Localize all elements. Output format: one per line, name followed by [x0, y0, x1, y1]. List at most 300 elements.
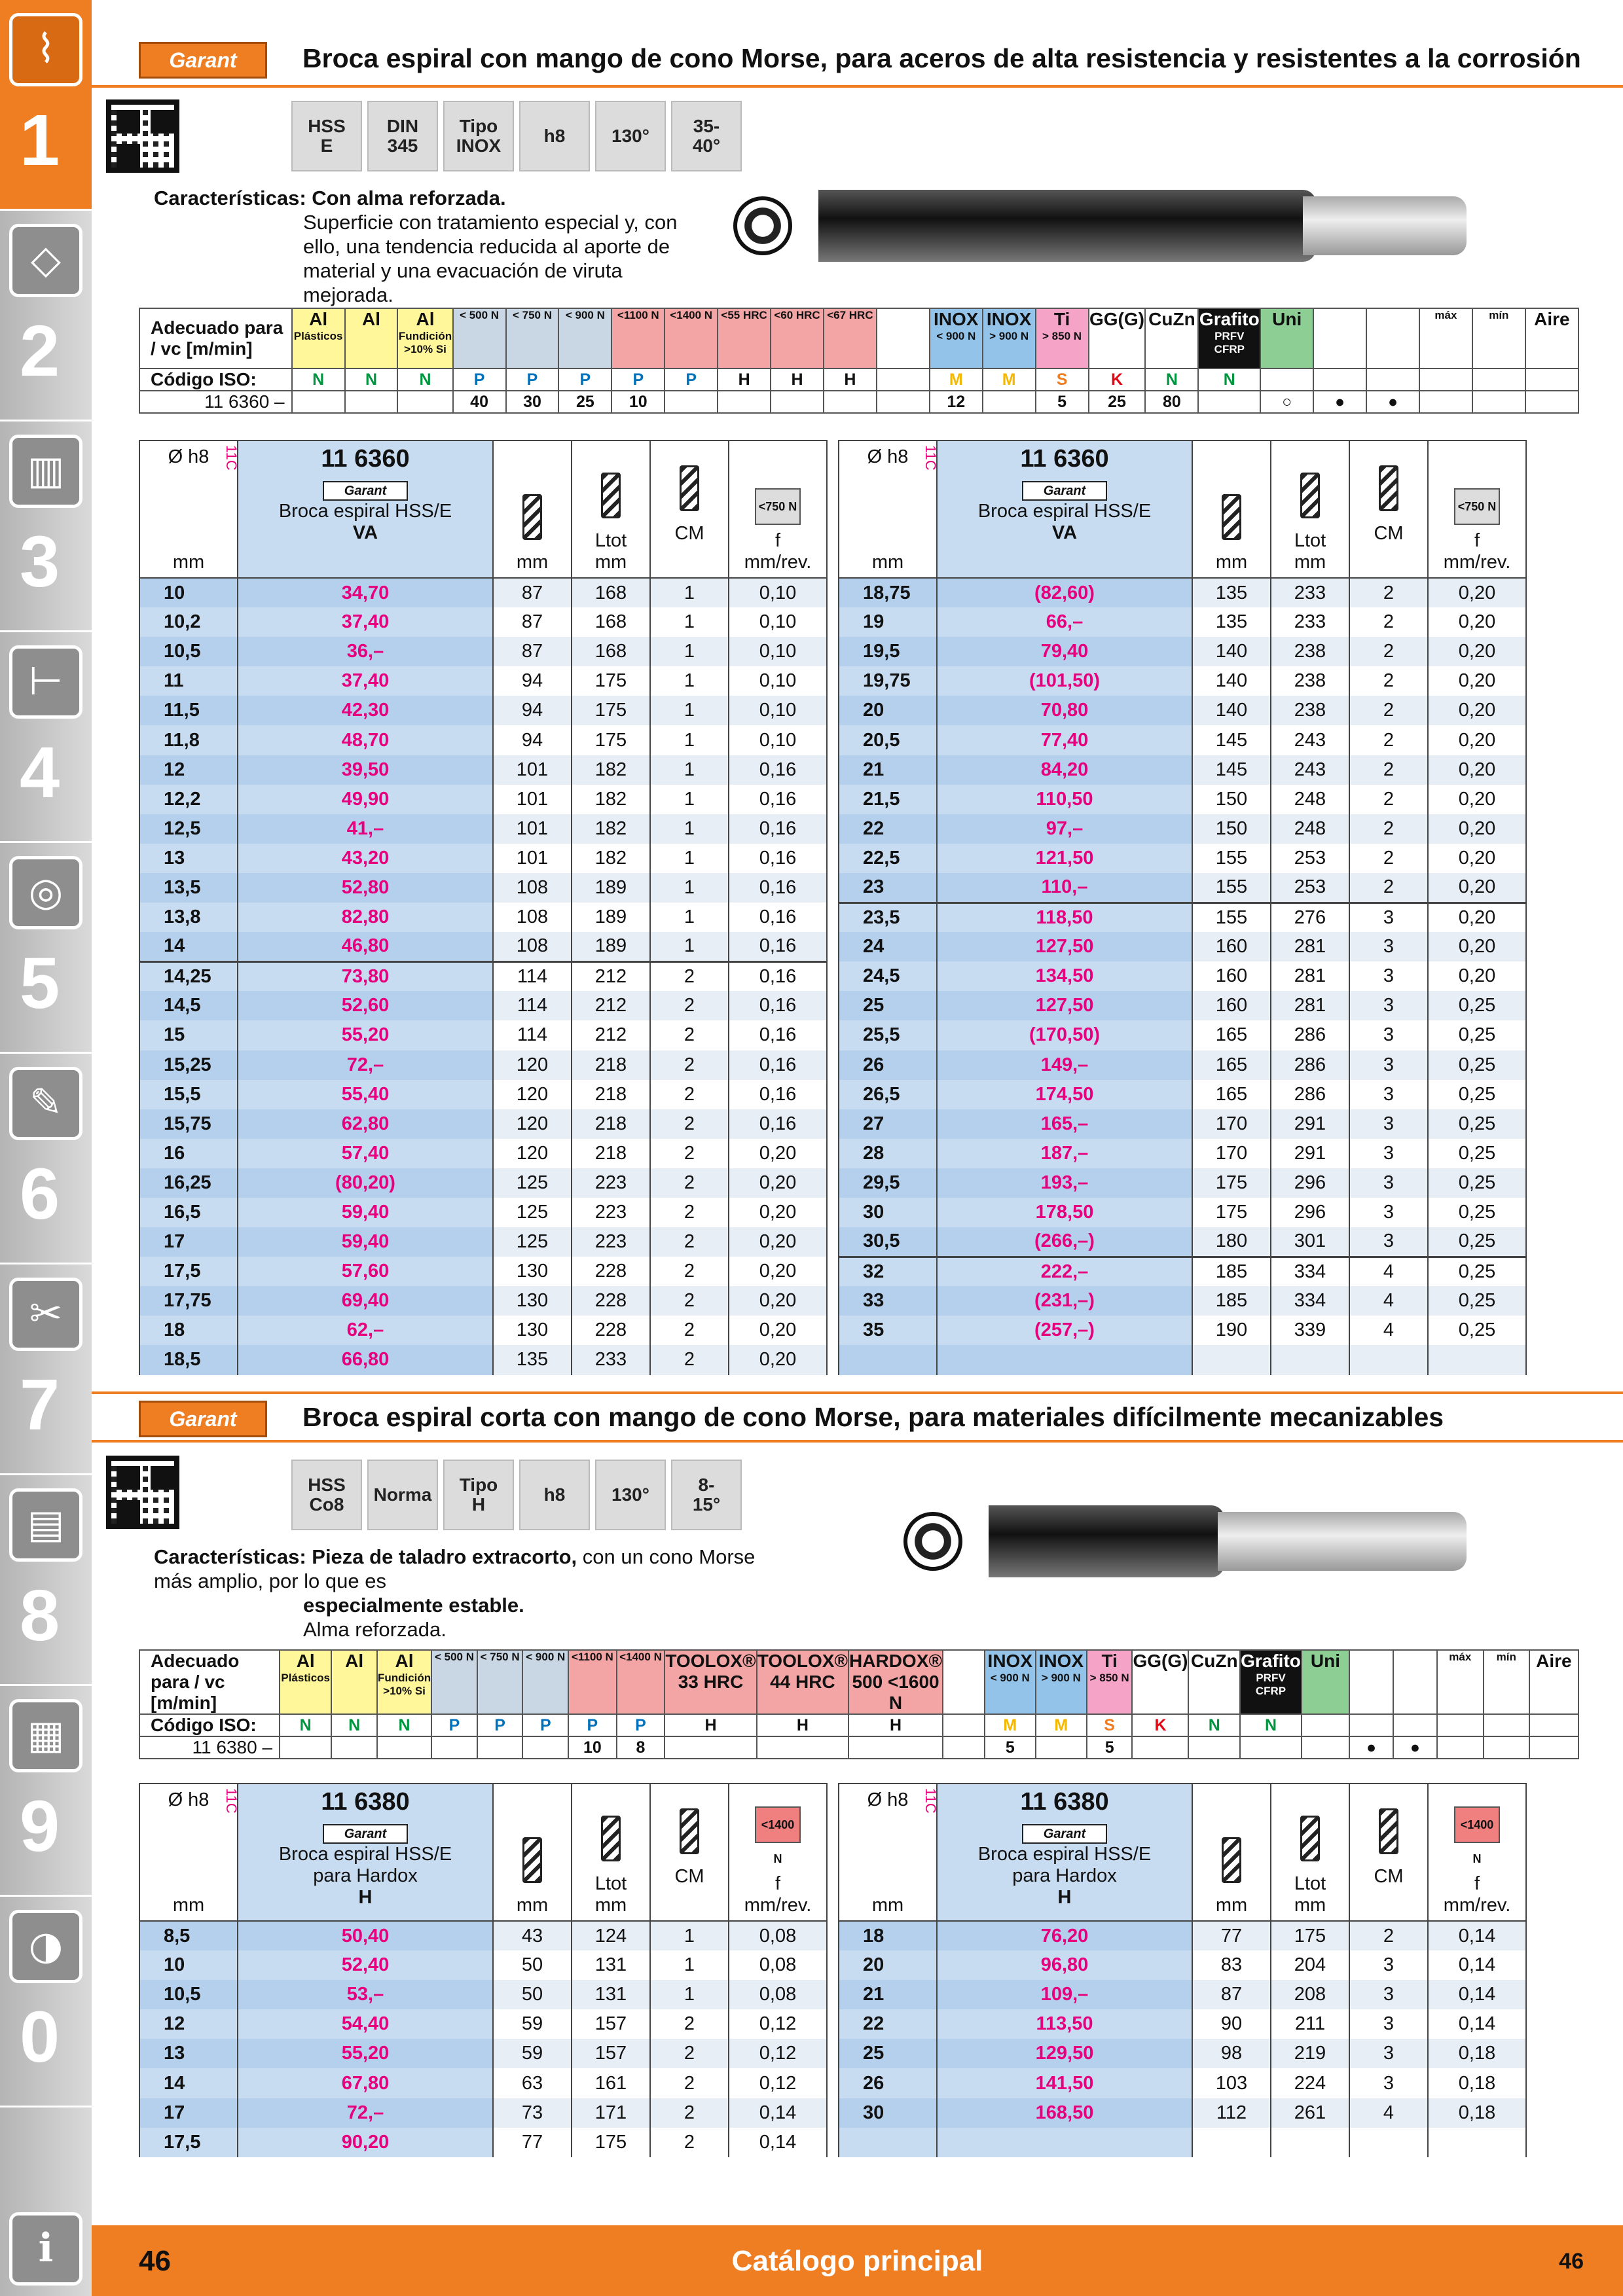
- diameter: 18,75: [839, 578, 937, 607]
- code-tag: 11C: [223, 445, 240, 471]
- diameter: [839, 2128, 937, 2157]
- table-row[interactable]: [839, 637, 1526, 666]
- table-row[interactable]: [839, 725, 1526, 755]
- morse-taper: 3: [1349, 1980, 1428, 2009]
- feed: [1428, 2128, 1526, 2157]
- feed: 0,25: [1428, 1050, 1526, 1080]
- diameter: 17,5: [139, 2128, 238, 2157]
- table-row[interactable]: [139, 578, 827, 607]
- price: 121,50: [937, 844, 1192, 873]
- table-row[interactable]: [139, 2039, 827, 2068]
- flute-length: 87: [493, 607, 572, 637]
- diameter: 11: [139, 666, 238, 696]
- morse-taper: 1: [650, 932, 729, 961]
- material-header: [1240, 1650, 1302, 1714]
- table-row[interactable]: [139, 785, 827, 814]
- material-header: [757, 1650, 848, 1714]
- diameter: 10: [139, 578, 238, 607]
- price: 90,20: [238, 2128, 493, 2157]
- material-name: Al: [345, 1651, 364, 1671]
- table-row[interactable]: [839, 696, 1526, 725]
- col-total-length: [1271, 1784, 1349, 1921]
- product-desc: para Hardox: [1012, 1865, 1117, 1886]
- tab-number: 9: [20, 1786, 60, 1867]
- diameter: 22: [839, 2009, 937, 2039]
- iso-code: S: [1036, 368, 1089, 391]
- feed: 0,20: [729, 1286, 827, 1316]
- price: 96,80: [937, 1950, 1192, 1980]
- table-row[interactable]: [139, 725, 827, 755]
- cutting-speed: [1525, 391, 1578, 413]
- feed: 0,25: [1428, 1080, 1526, 1109]
- flute-length: 98: [1192, 2039, 1271, 2068]
- price: 55,20: [238, 1020, 493, 1050]
- feed: 0,14: [1428, 1950, 1526, 1980]
- diameter: 10: [139, 1950, 238, 1980]
- material-header: [665, 308, 718, 368]
- price: 134,50: [937, 961, 1192, 991]
- morse-taper: 1: [650, 725, 729, 755]
- spec-badge: DIN 345: [367, 101, 438, 171]
- price: 141,50: [937, 2068, 1192, 2098]
- spec-badge: 130°: [595, 1460, 666, 1530]
- total-length: 124: [572, 1921, 650, 1950]
- price: 54,40: [238, 2009, 493, 2039]
- table-row[interactable]: [839, 2009, 1526, 2039]
- flute-length: 165: [1192, 1080, 1271, 1109]
- feed: 0,16: [729, 1109, 827, 1139]
- table-row[interactable]: [139, 991, 827, 1020]
- total-length: 339: [1271, 1316, 1349, 1345]
- total-length: 281: [1271, 961, 1349, 991]
- morse-taper: 1: [650, 637, 729, 666]
- spec-badge: HSS Co8: [291, 1460, 362, 1530]
- material-name: Al: [296, 1651, 315, 1671]
- tab-section-7[interactable]: [0, 1265, 92, 1475]
- tab-number: 8: [20, 1575, 60, 1656]
- flute-length: 87: [1192, 1980, 1271, 2009]
- safety-glasses-icon: ◑: [9, 1910, 82, 1983]
- table-row[interactable]: [839, 1980, 1526, 2009]
- features-text: [154, 186, 782, 307]
- feed-unit: mm/rev.: [744, 1895, 812, 1916]
- material-sub: máx: [1434, 309, 1457, 321]
- morse-taper: 3: [1349, 1020, 1428, 1050]
- iso-code: [1366, 368, 1419, 391]
- material-name: GG(G): [1133, 1651, 1188, 1671]
- feed: 0,16: [729, 785, 827, 814]
- product-desc: Broca espiral HSS/E: [977, 1844, 1152, 1865]
- table-row[interactable]: [139, 814, 827, 844]
- table-row[interactable]: [839, 844, 1526, 873]
- material-header: [1132, 1650, 1188, 1714]
- morse-taper: 2: [650, 991, 729, 1020]
- cross-section-icon: [733, 196, 792, 255]
- morse-taper-image: [1218, 1512, 1467, 1571]
- info-icon: ℹ: [9, 2212, 82, 2286]
- cutting-speed: [377, 1736, 431, 1759]
- col-flute-length: [1192, 440, 1271, 578]
- table-row[interactable]: [139, 1050, 827, 1080]
- table-row[interactable]: [839, 2128, 1526, 2157]
- flute-length: 170: [1192, 1109, 1271, 1139]
- price: 46,80: [238, 932, 493, 961]
- feed: 0,20: [729, 1345, 827, 1374]
- morse-taper: 1: [650, 814, 729, 844]
- table-row[interactable]: [139, 1257, 827, 1286]
- material-sub: < 900 N: [936, 330, 976, 342]
- material-name: CuZn: [1148, 309, 1195, 329]
- qr-code-icon[interactable]: [106, 1456, 179, 1529]
- morse-taper: 1: [650, 1980, 729, 2009]
- spec-badge: 8- 15°: [671, 1460, 742, 1530]
- table-row[interactable]: [139, 1020, 827, 1050]
- feed: 0,16: [729, 991, 827, 1020]
- iso-code: M: [1036, 1714, 1087, 1736]
- tab-section-4[interactable]: [0, 632, 92, 843]
- table-row[interactable]: [839, 2068, 1526, 2098]
- tab-section-8[interactable]: [0, 1475, 92, 1686]
- flute-length: 120: [493, 1139, 572, 1168]
- diameter: 26: [839, 1050, 937, 1080]
- morse-taper: 1: [650, 873, 729, 903]
- tab-section-i[interactable]: [0, 2108, 92, 2296]
- footer: [92, 2225, 1623, 2296]
- flute-length: 170: [1192, 1139, 1271, 1168]
- table-row[interactable]: [839, 1345, 1526, 1374]
- col-total-length: [572, 1784, 650, 1921]
- iso-code: N: [1240, 1714, 1302, 1736]
- price: 178,50: [937, 1198, 1192, 1227]
- table-row[interactable]: [839, 932, 1526, 961]
- product-table: [139, 440, 828, 1375]
- product-table: [139, 1783, 828, 2157]
- table-row[interactable]: [839, 2039, 1526, 2068]
- iso-code: N: [280, 1714, 331, 1736]
- cutting-speed: [983, 391, 1036, 413]
- material-header: [824, 308, 877, 368]
- table-row[interactable]: [839, 1050, 1526, 1080]
- table-row[interactable]: [139, 1198, 827, 1227]
- table-row[interactable]: [839, 1257, 1526, 1286]
- drill-image: [989, 1505, 1224, 1577]
- tab-section-1[interactable]: [0, 0, 92, 211]
- product-desc: Broca espiral HSS/E: [977, 501, 1152, 522]
- table-row[interactable]: [839, 1950, 1526, 1980]
- table-row[interactable]: [839, 1080, 1526, 1109]
- features-text: [154, 1545, 782, 1641]
- total-length: 131: [572, 1980, 650, 2009]
- table-row[interactable]: [839, 903, 1526, 932]
- table-row[interactable]: [839, 1227, 1526, 1257]
- table-row[interactable]: [139, 1980, 827, 2009]
- table-row[interactable]: [139, 696, 827, 725]
- total-length: 208: [1271, 1980, 1349, 2009]
- morse-taper: 1: [650, 903, 729, 932]
- morse-taper: [1349, 2128, 1428, 2157]
- material-header: [1188, 1650, 1240, 1714]
- table-row[interactable]: [139, 755, 827, 785]
- steel-beam-icon: <1400 N: [755, 1806, 801, 1843]
- product-type: H: [1057, 1887, 1072, 1908]
- table-row[interactable]: [139, 873, 827, 903]
- cutting-speed: [665, 1736, 756, 1759]
- tab-section-3[interactable]: [0, 422, 92, 632]
- diameter: 22,5: [839, 844, 937, 873]
- col-product[interactable]: [937, 440, 1192, 578]
- tab-section-9[interactable]: [0, 1686, 92, 1897]
- table-row[interactable]: [139, 2068, 827, 2098]
- diameter: 10,5: [139, 1980, 238, 2009]
- drill-dimension-icon: [1379, 1808, 1398, 1854]
- price: 76,20: [937, 1921, 1192, 1950]
- tab-section-5[interactable]: [0, 843, 92, 1054]
- feed: 0,12: [729, 2068, 827, 2098]
- table-row[interactable]: [839, 1139, 1526, 1168]
- material-sub: Fundición >10% Si: [398, 330, 452, 355]
- flute-length: 108: [493, 873, 572, 903]
- feed: 0,16: [729, 873, 827, 903]
- iso-code: N: [397, 368, 452, 391]
- material-name: Al: [416, 309, 435, 329]
- flute-length: 43: [493, 1921, 572, 1950]
- morse-taper: 3: [1349, 932, 1428, 961]
- iso-code: [1393, 1714, 1437, 1736]
- product-number: 11 6360: [1020, 445, 1109, 473]
- table-row[interactable]: [839, 961, 1526, 991]
- flute-length: 103: [1192, 2068, 1271, 2098]
- features-label: Características:: [154, 1545, 306, 1568]
- feed: 0,25: [1428, 1316, 1526, 1345]
- flute-length: 77: [493, 2128, 572, 2157]
- diameter: 32: [839, 1257, 937, 1286]
- table-row[interactable]: [839, 1168, 1526, 1198]
- table-row[interactable]: [139, 1950, 827, 1980]
- flute-length: 101: [493, 785, 572, 814]
- table-row[interactable]: [139, 2009, 827, 2039]
- col-diameter: [139, 1784, 238, 1921]
- spec-badge: HSS E: [291, 101, 362, 171]
- iso-label: Código ISO:: [139, 1714, 280, 1736]
- total-length: 175: [572, 666, 650, 696]
- total-length: 286: [1271, 1080, 1349, 1109]
- table-row[interactable]: [139, 844, 827, 873]
- col-flute-length: [493, 1784, 572, 1921]
- material-name: TOOLOX® 33 HRC: [665, 1651, 756, 1692]
- cutting-speed: 80: [1145, 391, 1198, 413]
- total-length: 223: [572, 1198, 650, 1227]
- material-sub: < 900 N: [565, 309, 605, 321]
- material-sub: mín: [1496, 1651, 1516, 1663]
- cutting-speed: 25: [558, 391, 611, 413]
- iso-code: [1437, 1714, 1484, 1736]
- price: 37,40: [238, 666, 493, 696]
- diameter: 26: [839, 2068, 937, 2098]
- table-row[interactable]: [139, 2098, 827, 2128]
- catalog-title: Catálogo principal: [731, 2245, 983, 2277]
- spec-badge: h8: [519, 101, 590, 171]
- table-row[interactable]: [139, 1080, 827, 1109]
- table-row[interactable]: [139, 666, 827, 696]
- material-header: [665, 1650, 756, 1714]
- table-row[interactable]: [139, 1316, 827, 1345]
- table-row[interactable]: [139, 1227, 827, 1257]
- code-tag: 11C: [223, 1788, 240, 1814]
- spec-badge: 35- 40°: [671, 101, 742, 171]
- tab-number: 3: [20, 522, 60, 602]
- morse-taper: 2: [1349, 814, 1428, 844]
- table-row[interactable]: [839, 1198, 1526, 1227]
- product-row-label: 11 6380 –: [139, 1736, 280, 1759]
- unit-mm: mm: [871, 1895, 904, 1916]
- price: 222,–: [937, 1257, 1192, 1286]
- col-product[interactable]: [238, 440, 493, 578]
- insert-icon: ◇: [9, 224, 82, 297]
- product-type: VA: [352, 522, 378, 543]
- diameter: 12,5: [139, 814, 238, 844]
- material-header: [522, 1650, 568, 1714]
- product-desc: Broca espiral HSS/E: [278, 1844, 452, 1865]
- suitability-label: Adecuado para / vc [m/min]: [139, 1650, 280, 1714]
- table-row[interactable]: [839, 755, 1526, 785]
- total-length: 228: [572, 1286, 650, 1316]
- cutting-speed: 10: [568, 1736, 617, 1759]
- table-row[interactable]: [139, 1139, 827, 1168]
- diameter: 33: [839, 1286, 937, 1316]
- feed: 0,14: [729, 2128, 827, 2157]
- tab-section-2[interactable]: [0, 211, 92, 422]
- morse-taper: 3: [1349, 1198, 1428, 1227]
- total-length: 228: [572, 1257, 650, 1286]
- morse-taper: 3: [1349, 2068, 1428, 2098]
- table-row[interactable]: [139, 932, 827, 961]
- table-row[interactable]: [139, 1286, 827, 1316]
- table-row[interactable]: [839, 1921, 1526, 1950]
- table-row[interactable]: [139, 1345, 827, 1374]
- total-length: 276: [1271, 903, 1349, 932]
- col-morse-taper: [650, 1784, 729, 1921]
- iso-code: N: [1198, 368, 1260, 391]
- feed: 0,08: [729, 1950, 827, 1980]
- cutting-speed: 5: [985, 1736, 1036, 1759]
- table-row[interactable]: [839, 1286, 1526, 1316]
- table-row[interactable]: [139, 637, 827, 666]
- table-row[interactable]: [139, 1921, 827, 1950]
- table-row[interactable]: [839, 873, 1526, 903]
- total-length: 238: [1271, 637, 1349, 666]
- table-row[interactable]: [839, 666, 1526, 696]
- material-header: [848, 1650, 943, 1714]
- morse-taper: 3: [1349, 2039, 1428, 2068]
- material-sub: Plásticos: [293, 330, 343, 342]
- tab-number: 5: [20, 943, 60, 1024]
- morse-taper: 2: [650, 2128, 729, 2157]
- col-diameter: [139, 440, 238, 578]
- table-row[interactable]: [839, 1316, 1526, 1345]
- table-row[interactable]: [839, 785, 1526, 814]
- total-length: [1271, 1345, 1349, 1374]
- table-row[interactable]: [139, 961, 827, 991]
- cutting-speed: [771, 391, 824, 413]
- table-row[interactable]: [139, 1168, 827, 1198]
- page-number-right: 46: [1559, 2249, 1584, 2274]
- flute-length: 130: [493, 1286, 572, 1316]
- tab-section-0[interactable]: [0, 1897, 92, 2108]
- material-header: [431, 1650, 477, 1714]
- flute-length: 120: [493, 1080, 572, 1109]
- pliers-icon: ✂: [9, 1278, 82, 1351]
- feed: 0,16: [729, 961, 827, 991]
- unit-mm: mm: [1215, 552, 1248, 573]
- feed: 0,20: [729, 1316, 827, 1345]
- diameter: 12,2: [139, 785, 238, 814]
- material-name: INOX: [934, 309, 979, 329]
- morse-taper: 3: [1349, 1139, 1428, 1168]
- feed-unit: mm/rev.: [1443, 1895, 1511, 1916]
- col-product[interactable]: [238, 1784, 493, 1921]
- morse-taper: 2: [1349, 696, 1428, 725]
- morse-taper: 2: [650, 1257, 729, 1286]
- table-row[interactable]: [139, 1109, 827, 1139]
- tab-section-6[interactable]: [0, 1054, 92, 1265]
- total-length: 157: [572, 2039, 650, 2068]
- material-sub: < 500 N: [434, 1651, 474, 1663]
- total-length: 238: [1271, 666, 1349, 696]
- feed: 0,25: [1428, 1109, 1526, 1139]
- col-morse-taper: [1349, 1784, 1428, 1921]
- cutting-speed: [431, 1736, 477, 1759]
- flute-length: 190: [1192, 1316, 1271, 1345]
- price: 49,90: [238, 785, 493, 814]
- table-row[interactable]: [839, 814, 1526, 844]
- col-feed: [729, 440, 827, 578]
- flute-length: 108: [493, 903, 572, 932]
- morse-taper: 2: [1349, 666, 1428, 696]
- table-row[interactable]: [139, 903, 827, 932]
- iso-code: [1302, 1714, 1349, 1736]
- table-row[interactable]: [139, 2128, 827, 2157]
- table-row[interactable]: [839, 1020, 1526, 1050]
- material-sub: <1100 N: [617, 309, 659, 321]
- morse-taper: 2: [650, 1139, 729, 1168]
- diameter: 27: [839, 1109, 937, 1139]
- price: (266,–): [937, 1227, 1192, 1257]
- table-row[interactable]: [839, 991, 1526, 1020]
- table-row[interactable]: [139, 607, 827, 637]
- iso-code: M: [930, 368, 983, 391]
- col-product[interactable]: [937, 1784, 1192, 1921]
- diameter: [839, 1345, 937, 1374]
- spec-badge: Tipo H: [443, 1460, 514, 1530]
- morse-taper: 2: [1349, 1921, 1428, 1950]
- material-name: Al: [309, 309, 328, 329]
- material-header: [506, 308, 559, 368]
- cutting-speed: [1240, 1736, 1302, 1759]
- table-row[interactable]: [839, 578, 1526, 607]
- morse-taper: 3: [1349, 991, 1428, 1020]
- features-label: Características:: [154, 187, 306, 209]
- price: 59,40: [238, 1227, 493, 1257]
- price: 48,70: [238, 725, 493, 755]
- table-row[interactable]: [839, 2098, 1526, 2128]
- features-desc: con un cono Morse más amplio, por lo que es: [154, 1545, 756, 1592]
- price: 73,80: [238, 961, 493, 991]
- qr-code-icon[interactable]: [106, 99, 179, 173]
- morse-taper: 2: [650, 1109, 729, 1139]
- table-row[interactable]: [839, 607, 1526, 637]
- table-row[interactable]: [839, 1109, 1526, 1139]
- feed-label: f: [775, 1873, 781, 1894]
